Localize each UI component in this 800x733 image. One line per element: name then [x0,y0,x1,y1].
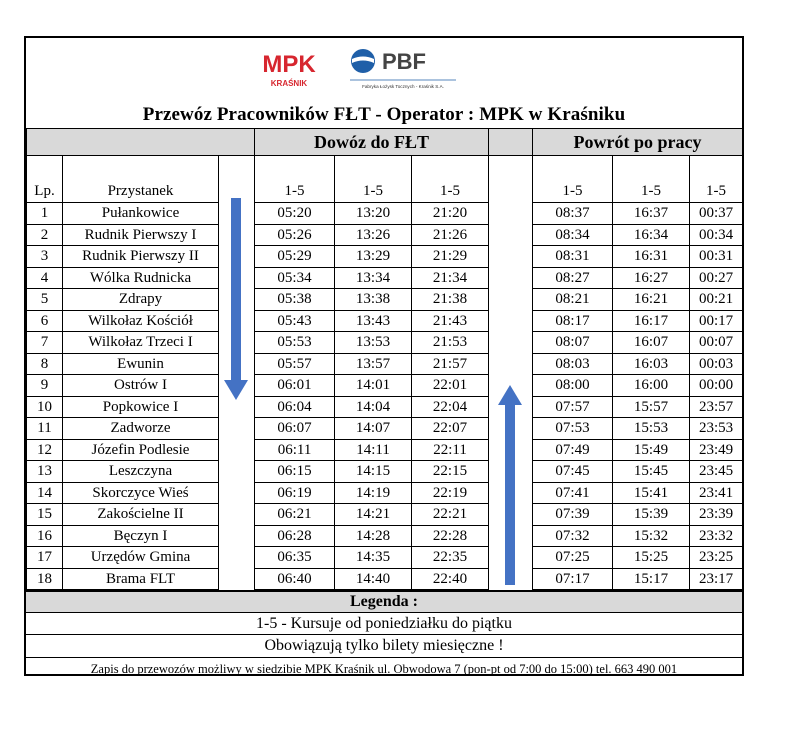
section-spacer [489,129,533,156]
return-time: 00:21 [690,289,743,311]
return-time: 23:25 [690,547,743,569]
arrow-lane [219,504,255,526]
return-time: 16:21 [613,289,690,311]
departure-time: 06:21 [255,504,335,526]
arrow-lane [219,547,255,569]
row-number: 14 [27,482,63,504]
departure-time: 14:35 [335,547,412,569]
departure-time: 06:35 [255,547,335,569]
return-time: 16:17 [613,310,690,332]
departure-time: 13:38 [335,289,412,311]
stop-name: Zdrapy [63,289,219,311]
table-row [27,353,743,375]
return-time: 07:17 [533,568,613,590]
return-time: 16:31 [613,246,690,268]
departure-time: 06:04 [255,396,335,418]
return-time: 23:45 [690,461,743,483]
arrow-lane [219,482,255,504]
stop-name: Rudnik Pierwszy II [63,246,219,268]
departure-time: 14:07 [335,418,412,440]
stop-name: Zadworze [63,418,219,440]
row-number: 7 [27,332,63,354]
return-time: 00:07 [690,332,743,354]
arrow-lane [489,289,533,311]
departure-time: 22:21 [412,504,489,526]
col-header-days: 1-5 [335,156,412,203]
arrow-lane [219,439,255,461]
column-header-row [27,156,743,203]
return-time: 07:41 [533,482,613,504]
logo-bar [26,38,742,102]
stop-name: Skorczyce Wieś [63,482,219,504]
arrow-lane [489,332,533,354]
return-time: 00:34 [690,224,743,246]
departure-time: 13:29 [335,246,412,268]
departure-time: 05:26 [255,224,335,246]
section-spacer [27,129,255,156]
col-header-days: 1-5 [533,156,613,203]
arrow-lane [489,203,533,225]
row-number: 11 [27,418,63,440]
return-time: 23:17 [690,568,743,590]
table-row [27,461,743,483]
departure-time: 14:11 [335,439,412,461]
return-time: 00:00 [690,375,743,397]
arrow-lane [489,156,533,203]
section-header-row [27,129,743,156]
departure-time: 21:38 [412,289,489,311]
table-row [27,504,743,526]
row-number: 9 [27,375,63,397]
departure-time: 22:01 [412,375,489,397]
return-time: 16:34 [613,224,690,246]
col-header-days: 1-5 [613,156,690,203]
departure-time: 22:40 [412,568,489,590]
row-number: 5 [27,289,63,311]
return-time: 08:34 [533,224,613,246]
return-time: 07:39 [533,504,613,526]
section-to-factory: Dowóz do FŁT [255,129,489,156]
return-time: 23:53 [690,418,743,440]
departure-time: 22:07 [412,418,489,440]
return-time: 08:03 [533,353,613,375]
arrow-lane [489,224,533,246]
row-number: 15 [27,504,63,526]
legend-ticket-note: Obowiązują tylko bilety miesięczne ! [26,634,742,657]
arrow-lane [489,353,533,375]
return-time: 00:03 [690,353,743,375]
row-number: 17 [27,547,63,569]
return-time: 15:53 [613,418,690,440]
row-number: 1 [27,203,63,225]
departure-time: 14:04 [335,396,412,418]
return-time: 16:37 [613,203,690,225]
departure-time: 06:01 [255,375,335,397]
departure-time: 14:28 [335,525,412,547]
table-row [27,418,743,440]
table-row [27,568,743,590]
return-time: 08:31 [533,246,613,268]
return-time: 15:49 [613,439,690,461]
stop-name: Józefin Podlesie [63,439,219,461]
arrow-up-icon [497,384,523,586]
return-time: 08:00 [533,375,613,397]
row-number: 18 [27,568,63,590]
row-number: 3 [27,246,63,268]
return-time: 15:25 [613,547,690,569]
departure-time: 22:28 [412,525,489,547]
col-header-days: 1-5 [690,156,743,203]
table-row [27,310,743,332]
row-number: 8 [27,353,63,375]
stop-name: Leszczyna [63,461,219,483]
departure-time: 22:11 [412,439,489,461]
stop-name: Brama FLT [63,568,219,590]
table-row [27,482,743,504]
arrow-lane [219,525,255,547]
return-time: 07:25 [533,547,613,569]
departure-time: 14:19 [335,482,412,504]
stop-name: Ostrów I [63,375,219,397]
table-row [27,525,743,547]
col-header-stop: Przystanek [63,156,219,203]
departure-time: 13:57 [335,353,412,375]
return-time: 07:53 [533,418,613,440]
arrow-lane [489,267,533,289]
departure-time: 21:20 [412,203,489,225]
departure-time: 06:19 [255,482,335,504]
stop-name: Wólka Rudnicka [63,267,219,289]
svg-text:Fabryka Łożysk Tocznych - Kraś: Fabryka Łożysk Tocznych - Kraśnik S.A. [362,84,444,89]
departure-time: 21:53 [412,332,489,354]
row-number: 16 [27,525,63,547]
departure-time: 22:04 [412,396,489,418]
timetable-table [26,128,743,590]
return-time: 23:49 [690,439,743,461]
return-time: 08:07 [533,332,613,354]
row-number: 2 [27,224,63,246]
return-time: 15:32 [613,525,690,547]
return-time: 23:41 [690,482,743,504]
departure-time: 22:15 [412,461,489,483]
stop-name: Urzędów Gmina [63,547,219,569]
table-row [27,224,743,246]
arrow-down-icon [223,198,249,402]
return-time: 08:27 [533,267,613,289]
col-header-days: 1-5 [255,156,335,203]
arrow-lane [489,246,533,268]
row-number: 6 [27,310,63,332]
departure-time: 06:07 [255,418,335,440]
departure-time: 21:57 [412,353,489,375]
return-time: 07:57 [533,396,613,418]
return-time: 16:00 [613,375,690,397]
arrow-lane [219,156,255,203]
stop-name: Wilkołaz Trzeci I [63,332,219,354]
departure-time: 13:34 [335,267,412,289]
departure-time: 13:53 [335,332,412,354]
return-time: 07:32 [533,525,613,547]
departure-time: 22:35 [412,547,489,569]
departure-time: 14:40 [335,568,412,590]
table-row [27,203,743,225]
departure-time: 21:29 [412,246,489,268]
departure-time: 06:28 [255,525,335,547]
col-header-days: 1-5 [412,156,489,203]
departure-time: 05:29 [255,246,335,268]
return-time: 00:27 [690,267,743,289]
table-row [27,289,743,311]
return-time: 08:21 [533,289,613,311]
legend-days-note: 1-5 - Kursuje od poniedziałku do piątku [26,612,742,634]
departure-time: 05:20 [255,203,335,225]
timetable-sheet [24,36,744,676]
table-row [27,396,743,418]
departure-time: 05:38 [255,289,335,311]
return-time: 23:57 [690,396,743,418]
stop-name: Pułankowice [63,203,219,225]
section-return: Powrót po pracy [533,129,743,156]
page-title: Przewóz Pracowników FŁT - Operator : MPK w Kraśniku [142,104,626,125]
departure-time: 13:20 [335,203,412,225]
departure-time: 21:26 [412,224,489,246]
departure-time: 14:01 [335,375,412,397]
stop-name: Popkowice I [63,396,219,418]
arrow-lane [219,418,255,440]
table-row [27,267,743,289]
departure-time: 05:57 [255,353,335,375]
stop-name: Ewunin [63,353,219,375]
return-time: 00:37 [690,203,743,225]
departure-time: 05:43 [255,310,335,332]
departure-time: 13:26 [335,224,412,246]
return-time: 07:45 [533,461,613,483]
arrow-lane [219,461,255,483]
return-time: 15:17 [613,568,690,590]
row-number: 10 [27,396,63,418]
row-number: 4 [27,267,63,289]
departure-time: 06:15 [255,461,335,483]
stop-name: Zakościelne II [63,504,219,526]
legend-title: Legenda : [26,590,742,612]
departure-time: 22:19 [412,482,489,504]
return-time: 16:07 [613,332,690,354]
departure-time: 21:43 [412,310,489,332]
return-time: 00:17 [690,310,743,332]
table-row [27,375,743,397]
svg-text:PBF: PBF [382,49,426,74]
return-time: 16:03 [613,353,690,375]
pbf-logo [348,44,458,94]
departure-time: 21:34 [412,267,489,289]
arrow-lane [489,310,533,332]
stop-name: Rudnik Pierwszy I [63,224,219,246]
svg-text:KRAŚNIK: KRAŚNIK [270,79,308,88]
departure-time: 13:43 [335,310,412,332]
return-time: 07:49 [533,439,613,461]
return-time: 15:41 [613,482,690,504]
row-number: 13 [27,461,63,483]
departure-time: 05:34 [255,267,335,289]
return-time: 15:39 [613,504,690,526]
table-row [27,547,743,569]
col-header-lp: Lp. [27,156,63,203]
row-number: 12 [27,439,63,461]
return-time: 15:57 [613,396,690,418]
table-row [27,246,743,268]
return-time: 16:27 [613,267,690,289]
departure-time: 06:11 [255,439,335,461]
table-row [27,332,743,354]
return-time: 00:31 [690,246,743,268]
return-time: 15:45 [613,461,690,483]
return-time: 23:39 [690,504,743,526]
departure-time: 06:40 [255,568,335,590]
table-row [27,439,743,461]
footer-registration-note: Zapis do przewozów możliwy w siedzibie MPK Kraśnik ul. Obwodowa 7 (pon-pt od 7:00 do 15:00) tel. 663 490 001 [26,657,742,680]
return-time: 23:32 [690,525,743,547]
return-time: 08:17 [533,310,613,332]
departure-time: 05:53 [255,332,335,354]
departure-time: 14:15 [335,461,412,483]
stop-name: Bęczyn I [63,525,219,547]
svg-text:MPK: MPK [262,51,316,78]
arrow-lane [219,568,255,590]
departure-time: 14:21 [335,504,412,526]
mpk-krasnik-logo [262,46,316,90]
return-time: 08:37 [533,203,613,225]
stop-name: Wilkołaz Kościół [63,310,219,332]
